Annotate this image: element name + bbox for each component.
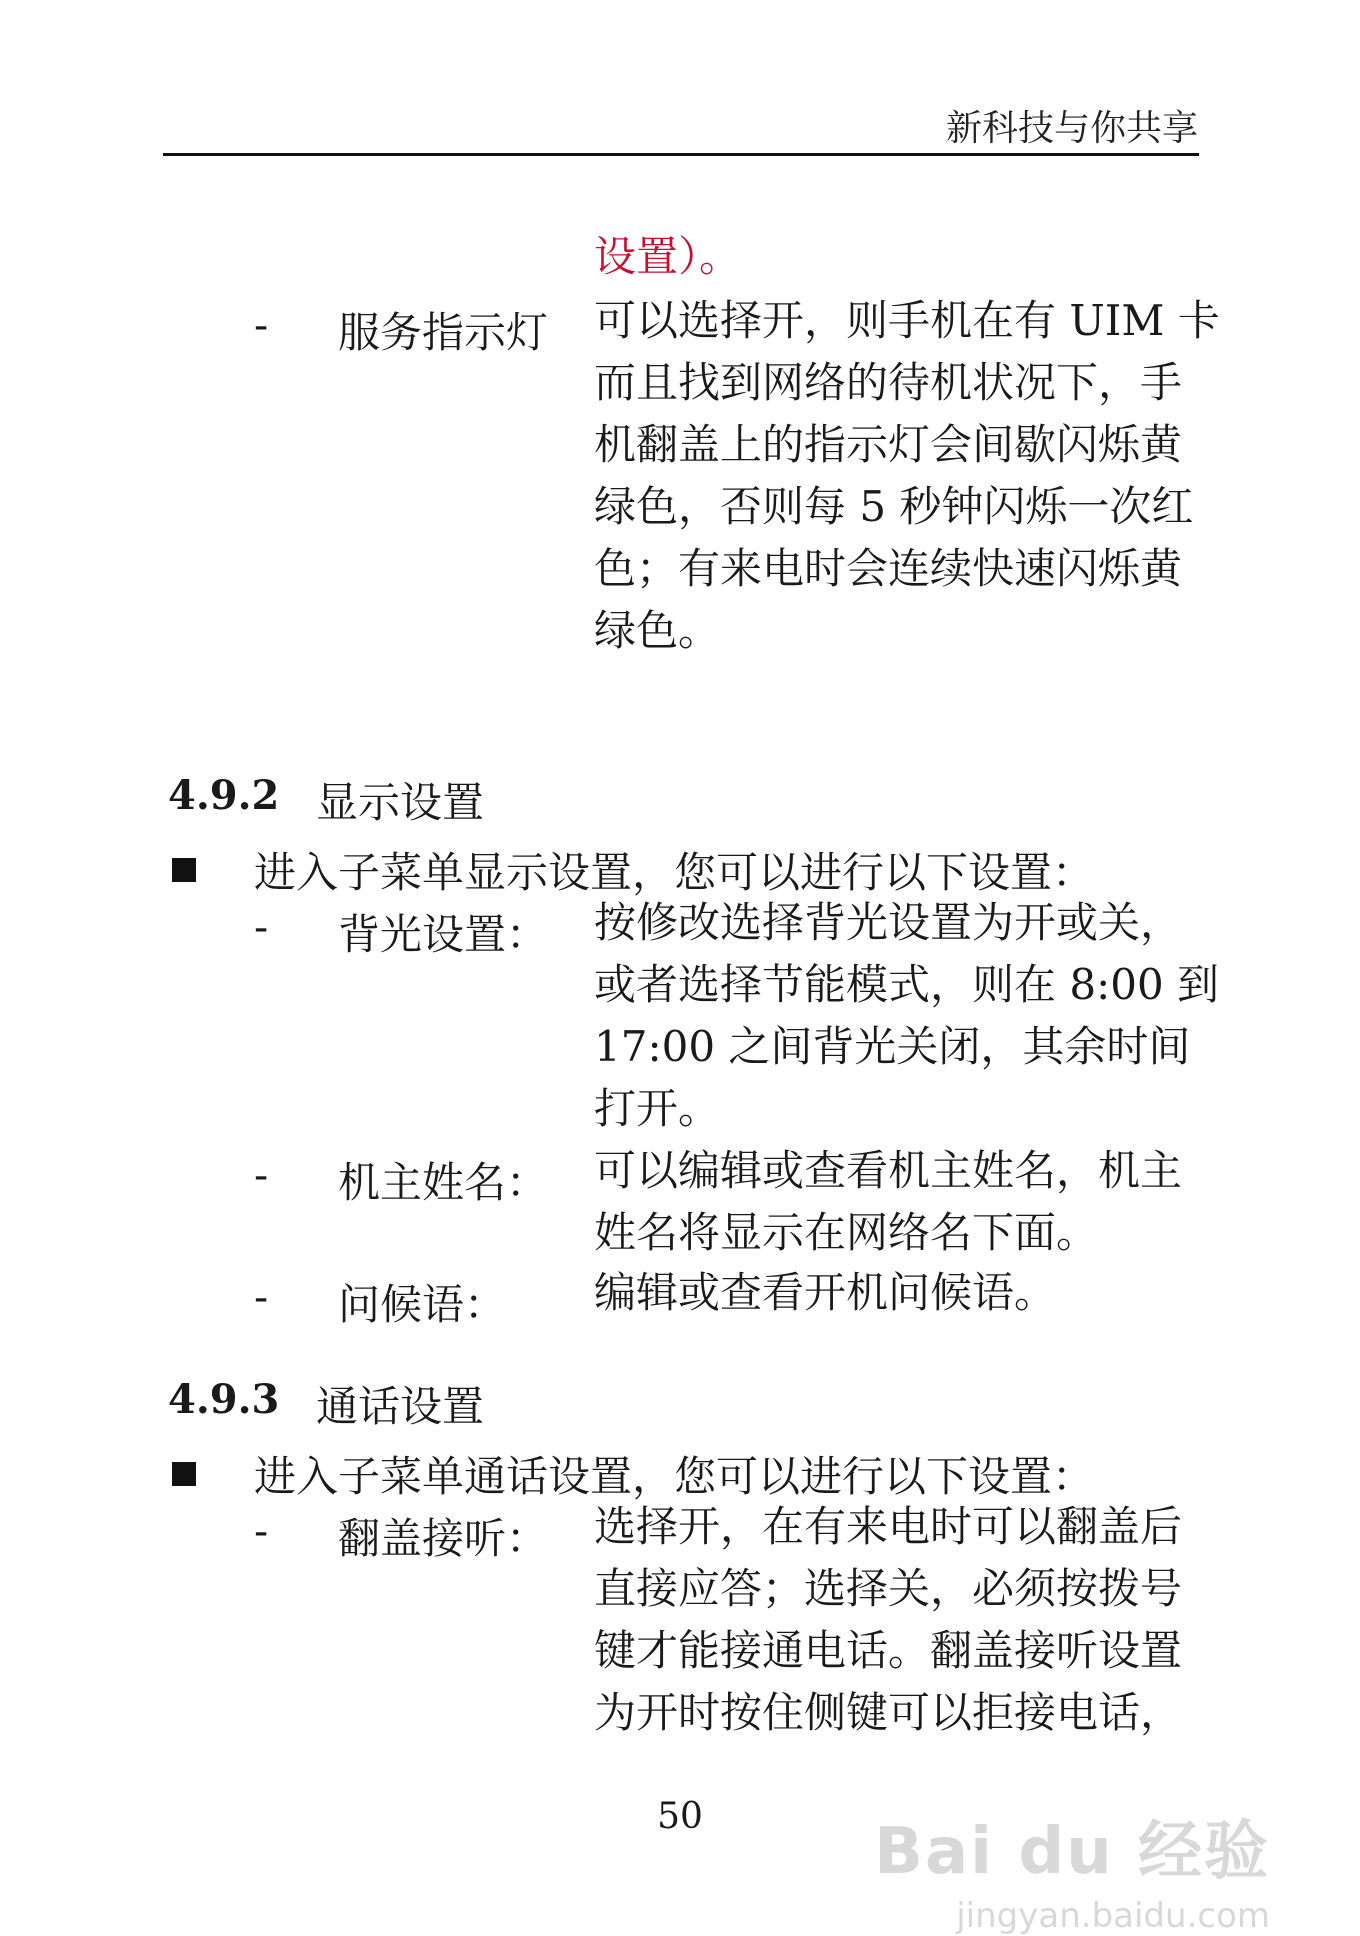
backlight-description (594, 892, 1219, 1140)
owner-name-label: 机主姓名： (338, 1158, 549, 1207)
section-intro: 进入子菜单通话设置，您可以进行以下设置： (254, 1452, 1095, 1501)
desc-line: 打开。 (594, 1084, 721, 1133)
header-rule (163, 153, 1199, 156)
square-bullet-icon (172, 858, 196, 882)
desc-line: 或者选择节能模式，则在 8:00 到 (594, 960, 1220, 1009)
desc-line: 姓名将显示在网络名下面。 (594, 1208, 1099, 1257)
desc-line: 机翻盖上的指示灯会间歇闪烁黄 (594, 420, 1183, 469)
desc-line: 键才能接通电话。翻盖接听设置 (594, 1626, 1183, 1675)
watermark (874, 1800, 1270, 1936)
service-light-description (594, 290, 1220, 662)
item-dash: - (254, 1150, 269, 1199)
section-title: 显示设置 (316, 778, 485, 827)
watermark-brand: Bai du 经验 (874, 1815, 1270, 1889)
item-dash: - (254, 300, 269, 349)
watermark-url: jingyan.baidu.com (956, 1896, 1270, 1936)
continuation-text: 设置）。 (594, 232, 742, 281)
item-dash: - (254, 1272, 269, 1321)
desc-line: 选择开，在有来电时可以翻盖后 (594, 1502, 1183, 1551)
greeting-label: 问候语： (338, 1280, 507, 1329)
section-intro: 进入子菜单显示设置，您可以进行以下设置： (254, 848, 1095, 897)
desc-line: 而且找到网络的待机状况下，手 (594, 358, 1183, 407)
section-title: 通话设置 (316, 1382, 485, 1431)
service-light-label: 服务指示灯 (338, 308, 549, 357)
owner-name-description (594, 1140, 1182, 1264)
desc-line: 17:00 之间背光关闭，其余时间 (594, 1022, 1191, 1071)
desc-line: 为开时按住侧键可以拒接电话， (594, 1688, 1183, 1737)
page-number: 50 (657, 1796, 703, 1837)
desc-line: 可以选择开，则手机在有 UIM 卡 (594, 296, 1220, 345)
desc-line: 可以编辑或查看机主姓名，机主 (594, 1146, 1183, 1195)
section-number: 4.9.2 (168, 772, 280, 819)
greeting-description (594, 1262, 1056, 1324)
desc-line: 编辑或查看开机问候语。 (594, 1268, 1057, 1317)
section-number: 4.9.3 (168, 1376, 280, 1423)
desc-line: 绿色。 (594, 606, 721, 655)
running-header: 新科技与你共享 (945, 108, 1198, 149)
square-bullet-icon (172, 1462, 196, 1486)
item-dash: - (254, 902, 269, 951)
item-dash: - (254, 1506, 269, 1555)
desc-line: 色；有来电时会连续快速闪烁黄 (594, 544, 1183, 593)
flip-answer-label: 翻盖接听： (338, 1514, 549, 1563)
desc-line: 按修改选择背光设置为开或关， (594, 898, 1183, 947)
desc-line: 直接应答；选择关，必须按拨号 (594, 1564, 1183, 1613)
backlight-label: 背光设置： (338, 910, 549, 959)
flip-answer-description (594, 1496, 1182, 1744)
desc-line: 绿色，否则每 5 秒钟闪烁一次红 (594, 482, 1194, 531)
